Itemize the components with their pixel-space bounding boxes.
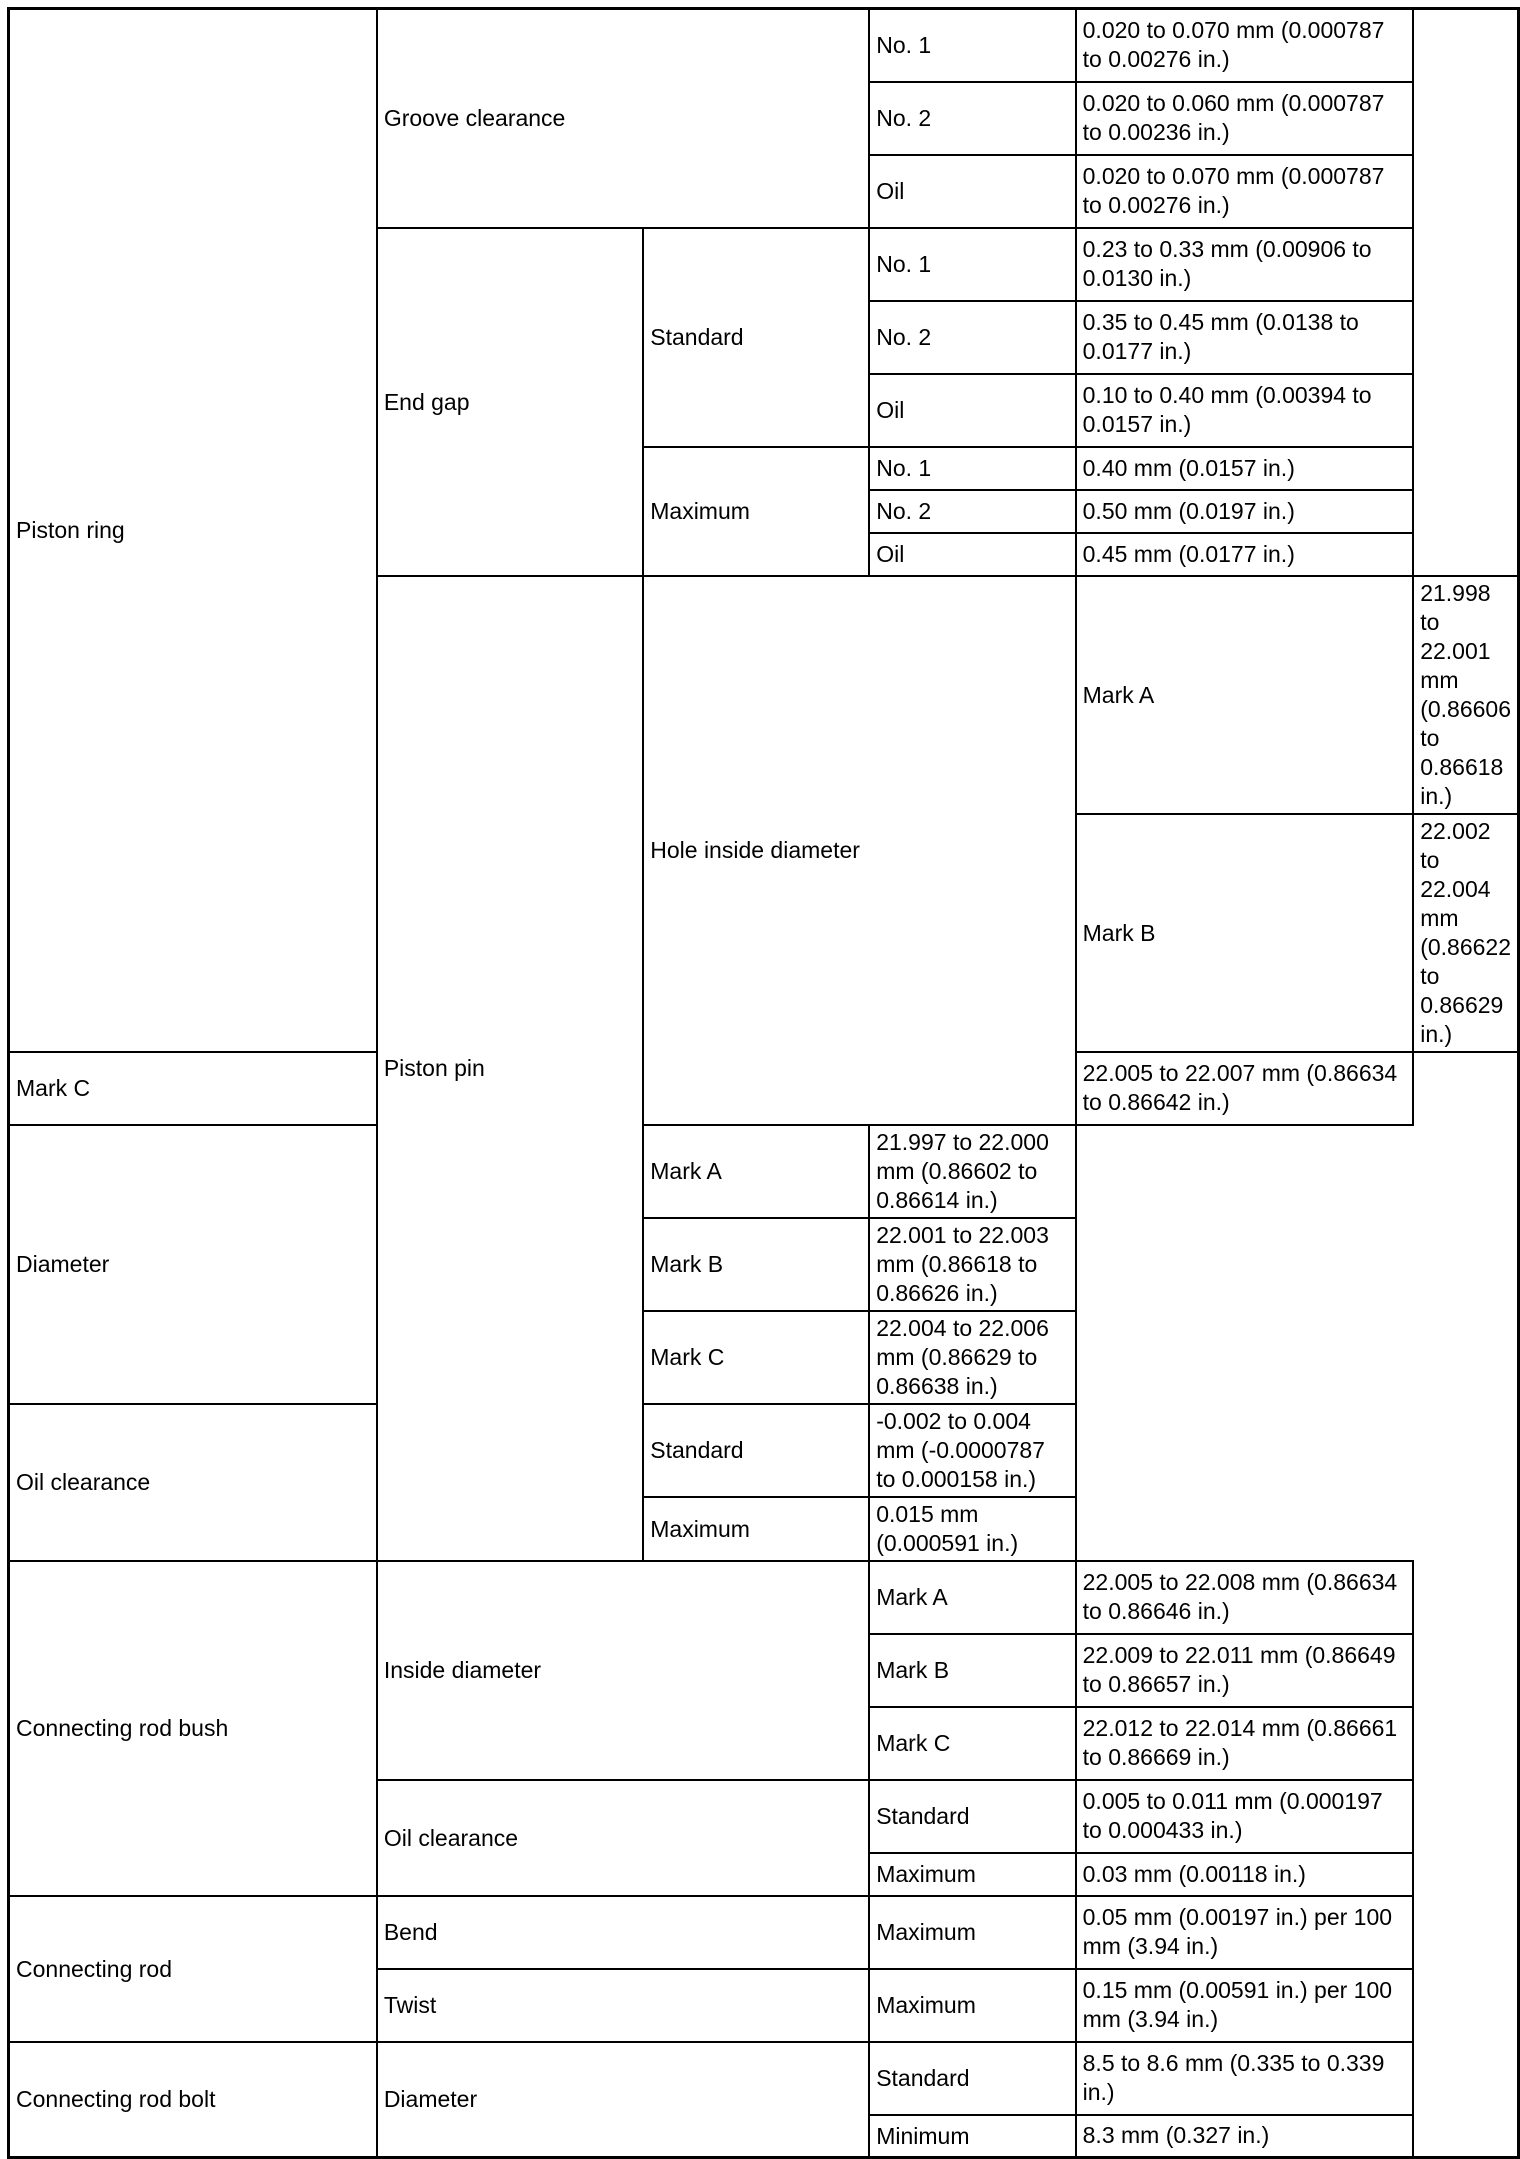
table-row (9, 2042, 1519, 2115)
cond-mark-a: Mark A (1076, 576, 1414, 814)
cond-standard: Standard (869, 1780, 1075, 1853)
spec-value: 0.005 to 0.011 mm (0.000197 to 0.000433 in.) (1076, 1780, 1414, 1853)
sub-inside-diameter: Inside diameter (377, 1561, 869, 1780)
spec-value: 0.10 to 0.40 mm (0.00394 to 0.0157 in.) (1076, 374, 1414, 447)
item-piston-pin: Piston pin (377, 576, 643, 1561)
spec-value: 21.998 to 22.001 mm (0.86606 to 0.86618 in.) (1413, 576, 1518, 814)
spec-value: 0.45 mm (0.0177 in.) (1076, 533, 1414, 576)
table-row (9, 1125, 1519, 1218)
spec-value: 0.35 to 0.45 mm (0.0138 to 0.0177 in.) (1076, 301, 1414, 374)
spec-value: 0.015 mm (0.000591 in.) (869, 1497, 1075, 1561)
spec-value: 22.005 to 22.008 mm (0.86634 to 0.86646 in.) (1076, 1561, 1414, 1634)
cond-mark-c: Mark C (9, 1052, 377, 1125)
cond-mark-a: Mark A (869, 1561, 1075, 1634)
qual-maximum: Maximum (643, 447, 869, 576)
spec-value: 0.020 to 0.070 mm (0.000787 to 0.00276 in.) (1076, 155, 1414, 228)
cond-no1: No. 1 (869, 447, 1075, 490)
spec-value: -0.002 to 0.004 mm (-0.0000787 to 0.000158 in.) (869, 1404, 1075, 1497)
spec-table (7, 7, 1520, 2159)
item-piston-ring: Piston ring (9, 9, 377, 1052)
cond-minimum: Minimum (869, 2115, 1075, 2158)
spec-value: 22.005 to 22.007 mm (0.86634 to 0.86642 in.) (1076, 1052, 1414, 1125)
table-row (9, 9, 1519, 82)
qual-standard: Standard (643, 228, 869, 447)
item-connecting-rod-bush: Connecting rod bush (9, 1561, 377, 1896)
item-connecting-rod: Connecting rod (9, 1896, 377, 2042)
cond-oil: Oil (869, 374, 1075, 447)
cond-maximum: Maximum (869, 1969, 1075, 2042)
spec-value: 21.997 to 22.000 mm (0.86602 to 0.86614 in.) (869, 1125, 1075, 1218)
cond-mark-b: Mark B (1076, 814, 1414, 1052)
cond-mark-c: Mark C (643, 1311, 869, 1404)
cond-mark-c: Mark C (869, 1707, 1075, 1780)
cond-mark-a: Mark A (643, 1125, 869, 1218)
cond-mark-b: Mark B (643, 1218, 869, 1311)
table-row (9, 1896, 1519, 1969)
sub-end-gap: End gap (377, 228, 643, 576)
table-row (9, 1561, 1519, 1634)
spec-value: 8.3 mm (0.327 in.) (1076, 2115, 1414, 2158)
spec-value: 0.23 to 0.33 mm (0.00906 to 0.0130 in.) (1076, 228, 1414, 301)
cond-maximum: Maximum (869, 1853, 1075, 1896)
cond-no1: No. 1 (869, 228, 1075, 301)
cond-no2: No. 2 (869, 301, 1075, 374)
sub-diameter: Diameter (377, 2042, 869, 2158)
spec-value: 0.020 to 0.070 mm (0.000787 to 0.00276 in.) (1076, 9, 1414, 82)
sub-bend: Bend (377, 1896, 869, 1969)
cond-standard: Standard (643, 1404, 869, 1497)
table-row (9, 1404, 1519, 1497)
spec-value: 22.001 to 22.003 mm (0.86618 to 0.86626 in.) (869, 1218, 1075, 1311)
spec-value: 0.03 mm (0.00118 in.) (1076, 1853, 1414, 1896)
spec-value: 0.020 to 0.060 mm (0.000787 to 0.00236 in.) (1076, 82, 1414, 155)
spec-value: 22.004 to 22.006 mm (0.86629 to 0.86638 in.) (869, 1311, 1075, 1404)
spec-value: 22.012 to 22.014 mm (0.86661 to 0.86669 in.) (1076, 1707, 1414, 1780)
sub-groove-clearance: Groove clearance (377, 9, 869, 228)
cond-standard: Standard (869, 2042, 1075, 2115)
spec-value: 22.002 to 22.004 mm (0.86622 to 0.86629 in.) (1413, 814, 1518, 1052)
cond-maximum: Maximum (869, 1896, 1075, 1969)
cond-no1: No. 1 (869, 9, 1075, 82)
sub-hole-inside-diameter: Hole inside diameter (643, 576, 1075, 1125)
spec-value: 0.05 mm (0.00197 in.) per 100 mm (3.94 in.) (1076, 1896, 1414, 1969)
cond-no2: No. 2 (869, 490, 1075, 533)
cond-maximum: Maximum (643, 1497, 869, 1561)
sub-twist: Twist (377, 1969, 869, 2042)
spec-value: 22.009 to 22.011 mm (0.86649 to 0.86657 in.) (1076, 1634, 1414, 1707)
spec-value: 0.50 mm (0.0197 in.) (1076, 490, 1414, 533)
sub-diameter: Diameter (9, 1125, 644, 1404)
cond-oil: Oil (869, 155, 1075, 228)
spec-value: 8.5 to 8.6 mm (0.335 to 0.339 in.) (1076, 2042, 1414, 2115)
cond-mark-b: Mark B (869, 1634, 1075, 1707)
sub-oil-clearance: Oil clearance (9, 1404, 644, 1561)
spec-value: 0.15 mm (0.00591 in.) per 100 mm (3.94 in.) (1076, 1969, 1414, 2042)
spec-value: 0.40 mm (0.0157 in.) (1076, 447, 1414, 490)
cond-oil: Oil (869, 533, 1075, 576)
item-connecting-rod-bolt: Connecting rod bolt (9, 2042, 377, 2158)
cond-no2: No. 2 (869, 82, 1075, 155)
sub-oil-clearance: Oil clearance (377, 1780, 869, 1896)
